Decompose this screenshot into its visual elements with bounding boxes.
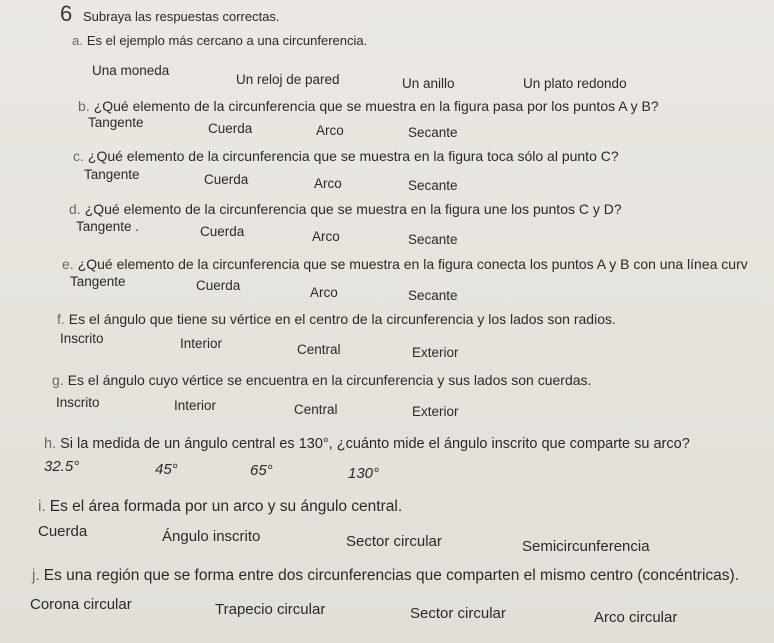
- question-b-text: ¿Qué elemento de la circunferencia que se muestra en la figura pasa por los puntos A y B?: [93, 98, 659, 114]
- question-h-text: Si la medida de un ángulo central es 130°, ¿cuánto mide el ángulo inscrito que comparte su arco?: [60, 436, 690, 452]
- question-g-text: Es el ángulo cuyo vértice se encuentra en la circunferencia y sus lados son cuerdas.: [67, 372, 592, 388]
- exercise-number: 6: [60, 1, 73, 26]
- question-c-text: ¿Qué elemento de la circunferencia que se muestra en la figura toca sólo al punto C?: [87, 148, 619, 164]
- option-d-2[interactable]: Cuerda: [200, 224, 245, 239]
- question-e: e. ¿Qué elemento de la circunferencia que se muestra en la figura conecta los puntos A y B con una línea curv: [62, 256, 748, 272]
- option-h-4[interactable]: 130°: [348, 465, 380, 482]
- option-g-1[interactable]: Inscrito: [56, 395, 100, 410]
- question-j-text: Es una región que se forma entre dos circunferencias que comparten el mismo centro (concéntricas).: [43, 567, 740, 584]
- option-j-1[interactable]: Corona circular: [30, 596, 132, 613]
- option-i-1[interactable]: Cuerda: [38, 523, 88, 540]
- option-c-1[interactable]: Tangente: [84, 167, 140, 182]
- option-a-2[interactable]: Un reloj de pared: [236, 72, 340, 87]
- option-j-3[interactable]: Sector circular: [410, 605, 506, 622]
- question-i: i. Es el área formada por un arco y su ángulo central.: [38, 498, 403, 515]
- option-a-4[interactable]: Un plato redondo: [523, 76, 627, 91]
- option-h-2[interactable]: 45°: [155, 461, 178, 478]
- option-e-3[interactable]: Arco: [310, 285, 338, 300]
- option-c-3[interactable]: Arco: [314, 176, 342, 191]
- question-f-text: Es el ángulo que tiene su vértice en el centro de la circunferencia y los lados son radios.: [68, 311, 616, 327]
- option-e-4[interactable]: Secante: [408, 288, 458, 303]
- instruction: Subraya las respuestas correctas.: [83, 9, 280, 24]
- question-f: f. Es el ángulo que tiene su vértice en el centro de la circunferencia y los lados son radios.: [57, 311, 616, 327]
- option-f-3[interactable]: Central: [297, 342, 341, 357]
- option-b-1[interactable]: Tangente: [88, 115, 144, 130]
- question-b: b. ¿Qué elemento de la circunferencia que se muestra en la figura pasa por los puntos A y B?: [78, 98, 659, 114]
- question-a-text: Es el ejemplo más cercano a una circunferencia.: [86, 33, 368, 48]
- question-h: h. Si la medida de un ángulo central es 130°, ¿cuánto mide el ángulo inscrito que comparte su arco?: [44, 436, 690, 452]
- question-a: a. Es el ejemplo más cercano a una circunferencia.: [72, 33, 368, 48]
- option-i-2[interactable]: Ángulo inscrito: [162, 528, 261, 545]
- option-f-2[interactable]: Interior: [180, 336, 223, 351]
- question-d-text: ¿Qué elemento de la circunferencia que se muestra en la figura une los puntos C y D?: [84, 201, 622, 217]
- option-c-4[interactable]: Secante: [408, 178, 458, 193]
- question-j: j. Es una región que se forma entre dos circunferencias que comparten el mismo centro (concéntricas).: [32, 567, 740, 584]
- option-h-3[interactable]: 65°: [250, 462, 273, 479]
- option-f-1[interactable]: Inscrito: [60, 331, 104, 346]
- question-d: d. ¿Qué elemento de la circunferencia que se muestra en la figura une los puntos C y D?: [69, 201, 622, 217]
- question-g: g. Es el ángulo cuyo vértice se encuentra en la circunferencia y sus lados son cuerdas.: [52, 372, 592, 388]
- option-j-4[interactable]: Arco circular: [594, 609, 678, 626]
- option-j-2[interactable]: Trapecio circular: [215, 601, 326, 618]
- question-c: c. ¿Qué elemento de la circunferencia que se muestra en la figura toca sólo al punto C?: [73, 148, 619, 164]
- option-g-2[interactable]: Interior: [174, 398, 217, 413]
- option-d-4[interactable]: Secante: [408, 232, 458, 247]
- option-g-4[interactable]: Exterior: [412, 404, 459, 419]
- option-g-3[interactable]: Central: [294, 402, 338, 417]
- option-d-1[interactable]: Tangente .: [76, 219, 140, 234]
- option-i-3[interactable]: Sector circular: [346, 533, 442, 550]
- option-c-2[interactable]: Cuerda: [204, 172, 249, 187]
- option-f-4[interactable]: Exterior: [412, 345, 459, 360]
- option-e-1[interactable]: Tangente: [70, 274, 126, 289]
- option-d-3[interactable]: Arco: [312, 229, 340, 244]
- option-b-2[interactable]: Cuerda: [208, 121, 253, 136]
- option-b-3[interactable]: Arco: [316, 123, 344, 138]
- option-i-4[interactable]: Semicircunferencia: [522, 538, 650, 555]
- option-e-2[interactable]: Cuerda: [196, 278, 241, 293]
- option-a-1[interactable]: Una moneda: [92, 63, 170, 78]
- question-e-text: ¿Qué elemento de la circunferencia que se muestra en la figura conecta los puntos A y B con una línea curv: [77, 256, 748, 272]
- option-h-1[interactable]: 32.5°: [44, 458, 80, 475]
- option-a-3[interactable]: Un anillo: [402, 76, 455, 91]
- question-i-text: Es el área formada por un arco y su ángulo central.: [49, 498, 403, 515]
- option-b-4[interactable]: Secante: [408, 125, 458, 140]
